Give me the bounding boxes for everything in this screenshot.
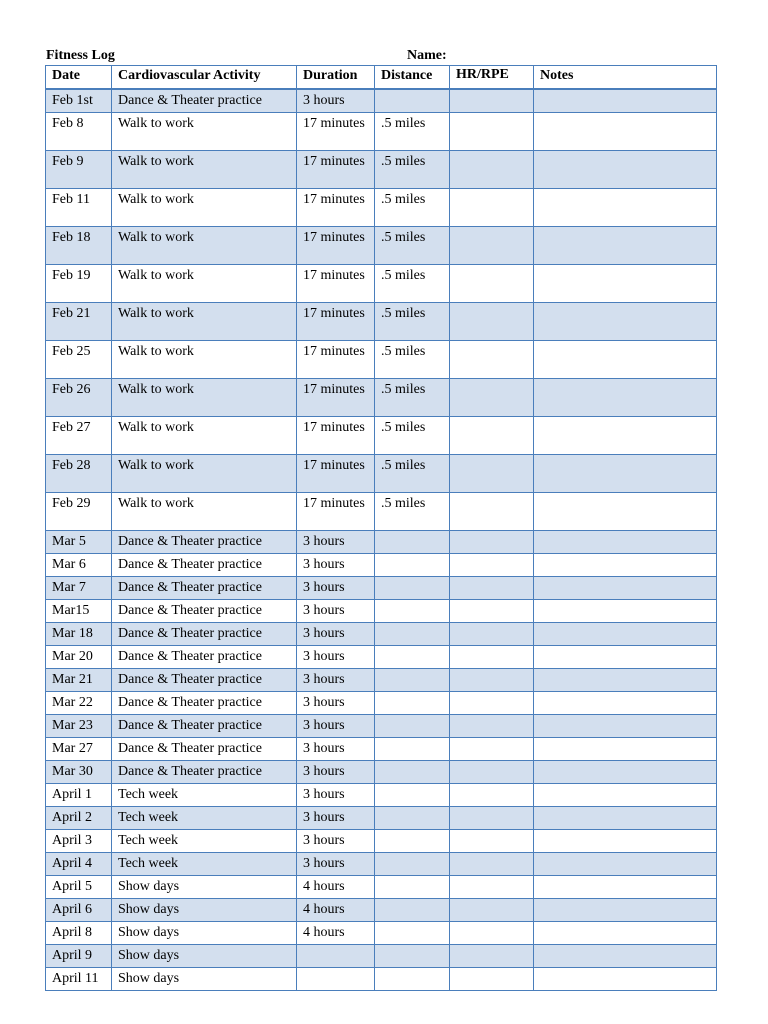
document-header (46, 47, 716, 65)
cell-activity: Dance & Theater practice (112, 715, 297, 738)
table-row (46, 89, 717, 113)
cell-date: Feb 1st (46, 89, 112, 113)
cell-notes (534, 151, 717, 189)
column-header-date: Date (46, 66, 112, 90)
cell-activity: Walk to work (112, 113, 297, 151)
cell-activity: Dance & Theater practice (112, 623, 297, 646)
cell-date: April 2 (46, 807, 112, 830)
cell-activity: Dance & Theater practice (112, 554, 297, 577)
cell-hr-rpe (450, 493, 534, 531)
cell-distance (375, 784, 450, 807)
cell-notes (534, 692, 717, 715)
cell-date: Mar 6 (46, 554, 112, 577)
table-row (46, 600, 717, 623)
cell-date: April 11 (46, 968, 112, 991)
table-row (46, 876, 717, 899)
cell-duration: 3 hours (297, 692, 375, 715)
cell-notes (534, 341, 717, 379)
cell-hr-rpe (450, 761, 534, 784)
cell-notes (534, 715, 717, 738)
cell-duration: 17 minutes (297, 189, 375, 227)
cell-notes (534, 807, 717, 830)
cell-hr-rpe (450, 577, 534, 600)
table-row (46, 455, 717, 493)
column-header-distance: Distance (375, 66, 450, 90)
cell-distance (375, 577, 450, 600)
table-row (46, 493, 717, 531)
cell-notes (534, 646, 717, 669)
cell-distance: .5 miles (375, 303, 450, 341)
cell-date: Mar 7 (46, 577, 112, 600)
cell-distance: .5 miles (375, 189, 450, 227)
cell-hr-rpe (450, 554, 534, 577)
cell-duration: 17 minutes (297, 113, 375, 151)
cell-hr-rpe (450, 692, 534, 715)
cell-activity: Dance & Theater practice (112, 761, 297, 784)
cell-date: Mar 22 (46, 692, 112, 715)
cell-duration: 17 minutes (297, 379, 375, 417)
table-row (46, 227, 717, 265)
cell-activity: Show days (112, 945, 297, 968)
table-row (46, 761, 717, 784)
cell-hr-rpe (450, 189, 534, 227)
cell-date: Mar 5 (46, 531, 112, 554)
cell-duration (297, 945, 375, 968)
table-row (46, 379, 717, 417)
cell-distance (375, 853, 450, 876)
cell-duration: 17 minutes (297, 417, 375, 455)
cell-notes (534, 738, 717, 761)
cell-activity: Walk to work (112, 493, 297, 531)
table-row (46, 669, 717, 692)
cell-distance: .5 miles (375, 455, 450, 493)
cell-duration: 3 hours (297, 853, 375, 876)
cell-notes (534, 830, 717, 853)
cell-notes (534, 945, 717, 968)
table-row (46, 784, 717, 807)
cell-notes (534, 600, 717, 623)
cell-duration: 17 minutes (297, 227, 375, 265)
table-row (46, 692, 717, 715)
table-row (46, 417, 717, 455)
cell-distance (375, 807, 450, 830)
cell-hr-rpe (450, 151, 534, 189)
cell-activity: Show days (112, 968, 297, 991)
cell-activity: Show days (112, 876, 297, 899)
cell-duration (297, 968, 375, 991)
cell-distance (375, 89, 450, 113)
cell-date: Mar 23 (46, 715, 112, 738)
table-row (46, 189, 717, 227)
cell-duration: 3 hours (297, 738, 375, 761)
cell-hr-rpe (450, 807, 534, 830)
cell-distance (375, 669, 450, 692)
column-header-notes: Notes (534, 66, 717, 90)
table-header-row (46, 66, 717, 90)
cell-activity: Tech week (112, 807, 297, 830)
cell-date: Mar15 (46, 600, 112, 623)
cell-date: Feb 18 (46, 227, 112, 265)
cell-activity: Dance & Theater practice (112, 531, 297, 554)
cell-distance (375, 623, 450, 646)
cell-date: Feb 11 (46, 189, 112, 227)
table-row (46, 922, 717, 945)
cell-date: Feb 29 (46, 493, 112, 531)
cell-notes (534, 554, 717, 577)
cell-notes (534, 227, 717, 265)
cell-date: Feb 9 (46, 151, 112, 189)
cell-activity: Dance & Theater practice (112, 646, 297, 669)
cell-distance (375, 830, 450, 853)
cell-hr-rpe (450, 876, 534, 899)
cell-date: Mar 21 (46, 669, 112, 692)
table-row (46, 807, 717, 830)
cell-notes (534, 379, 717, 417)
cell-activity: Dance & Theater practice (112, 577, 297, 600)
table-row (46, 715, 717, 738)
cell-activity: Show days (112, 922, 297, 945)
table-row (46, 623, 717, 646)
cell-activity: Walk to work (112, 341, 297, 379)
cell-activity: Walk to work (112, 455, 297, 493)
table-row (46, 265, 717, 303)
cell-notes (534, 761, 717, 784)
column-header-activity: Cardiovascular Activity (112, 66, 297, 90)
cell-hr-rpe (450, 379, 534, 417)
cell-hr-rpe (450, 899, 534, 922)
cell-date: April 9 (46, 945, 112, 968)
table-row (46, 899, 717, 922)
cell-distance (375, 715, 450, 738)
cell-notes (534, 899, 717, 922)
cell-activity: Dance & Theater practice (112, 692, 297, 715)
cell-duration: 3 hours (297, 761, 375, 784)
cell-notes (534, 669, 717, 692)
cell-hr-rpe (450, 113, 534, 151)
cell-distance (375, 761, 450, 784)
cell-hr-rpe (450, 303, 534, 341)
cell-activity: Dance & Theater practice (112, 600, 297, 623)
cell-hr-rpe (450, 600, 534, 623)
cell-activity: Walk to work (112, 379, 297, 417)
cell-distance: .5 miles (375, 113, 450, 151)
cell-duration: 3 hours (297, 89, 375, 113)
cell-notes (534, 455, 717, 493)
table-row (46, 531, 717, 554)
cell-distance (375, 876, 450, 899)
cell-activity: Walk to work (112, 151, 297, 189)
cell-distance: .5 miles (375, 379, 450, 417)
cell-notes (534, 853, 717, 876)
cell-distance (375, 646, 450, 669)
cell-duration: 3 hours (297, 646, 375, 669)
cell-hr-rpe (450, 455, 534, 493)
cell-date: Feb 21 (46, 303, 112, 341)
cell-hr-rpe (450, 784, 534, 807)
cell-activity: Walk to work (112, 189, 297, 227)
cell-date: April 4 (46, 853, 112, 876)
cell-hr-rpe (450, 669, 534, 692)
cell-duration: 3 hours (297, 715, 375, 738)
cell-duration: 17 minutes (297, 455, 375, 493)
cell-notes (534, 493, 717, 531)
cell-date: Feb 28 (46, 455, 112, 493)
cell-distance: .5 miles (375, 417, 450, 455)
cell-activity: Dance & Theater practice (112, 669, 297, 692)
cell-distance: .5 miles (375, 227, 450, 265)
cell-duration: 3 hours (297, 830, 375, 853)
cell-hr-rpe (450, 531, 534, 554)
cell-date: Mar 27 (46, 738, 112, 761)
cell-date: Mar 20 (46, 646, 112, 669)
cell-distance (375, 600, 450, 623)
cell-duration: 17 minutes (297, 303, 375, 341)
cell-hr-rpe (450, 830, 534, 853)
cell-hr-rpe (450, 265, 534, 303)
cell-distance (375, 945, 450, 968)
cell-distance: .5 miles (375, 265, 450, 303)
cell-distance: .5 miles (375, 151, 450, 189)
table-row (46, 853, 717, 876)
cell-notes (534, 303, 717, 341)
cell-notes (534, 876, 717, 899)
cell-activity: Dance & Theater practice (112, 89, 297, 113)
cell-distance (375, 899, 450, 922)
cell-distance (375, 968, 450, 991)
cell-duration: 3 hours (297, 807, 375, 830)
cell-date: April 5 (46, 876, 112, 899)
cell-date: Feb 8 (46, 113, 112, 151)
cell-date: Feb 19 (46, 265, 112, 303)
cell-notes (534, 784, 717, 807)
cell-duration: 3 hours (297, 669, 375, 692)
cell-duration: 3 hours (297, 577, 375, 600)
cell-notes (534, 968, 717, 991)
cell-hr-rpe (450, 623, 534, 646)
table-row (46, 554, 717, 577)
cell-activity: Tech week (112, 784, 297, 807)
cell-activity: Walk to work (112, 303, 297, 341)
cell-notes (534, 623, 717, 646)
cell-hr-rpe (450, 945, 534, 968)
cell-hr-rpe (450, 715, 534, 738)
table-row (46, 646, 717, 669)
cell-distance (375, 531, 450, 554)
cell-duration: 17 minutes (297, 341, 375, 379)
cell-duration: 4 hours (297, 899, 375, 922)
cell-hr-rpe (450, 227, 534, 265)
cell-notes (534, 89, 717, 113)
table-row (46, 341, 717, 379)
cell-hr-rpe (450, 968, 534, 991)
cell-activity: Dance & Theater practice (112, 738, 297, 761)
cell-hr-rpe (450, 417, 534, 455)
cell-duration: 17 minutes (297, 493, 375, 531)
cell-duration: 17 minutes (297, 265, 375, 303)
cell-hr-rpe (450, 738, 534, 761)
cell-distance (375, 692, 450, 715)
cell-date: April 6 (46, 899, 112, 922)
cell-notes (534, 922, 717, 945)
cell-duration: 3 hours (297, 600, 375, 623)
table-row (46, 303, 717, 341)
cell-notes (534, 531, 717, 554)
cell-date: April 1 (46, 784, 112, 807)
cell-hr-rpe (450, 89, 534, 113)
cell-notes (534, 189, 717, 227)
cell-date: Feb 26 (46, 379, 112, 417)
cell-hr-rpe (450, 646, 534, 669)
name-label: Name: (407, 48, 447, 63)
cell-activity: Show days (112, 899, 297, 922)
cell-duration: 3 hours (297, 784, 375, 807)
cell-notes (534, 417, 717, 455)
cell-distance: .5 miles (375, 341, 450, 379)
table-row (46, 151, 717, 189)
table-row (46, 738, 717, 761)
table-body (46, 89, 717, 991)
cell-hr-rpe (450, 853, 534, 876)
cell-activity: Walk to work (112, 227, 297, 265)
cell-distance (375, 554, 450, 577)
cell-duration: 4 hours (297, 876, 375, 899)
cell-activity: Tech week (112, 830, 297, 853)
cell-distance (375, 738, 450, 761)
cell-duration: 3 hours (297, 531, 375, 554)
cell-activity: Walk to work (112, 417, 297, 455)
cell-notes (534, 577, 717, 600)
cell-date: Feb 27 (46, 417, 112, 455)
column-header-duration: Duration (297, 66, 375, 90)
cell-hr-rpe (450, 922, 534, 945)
table-row (46, 113, 717, 151)
column-header-hr-rpe: HR/RPE (450, 66, 534, 90)
table-row (46, 577, 717, 600)
cell-date: Mar 18 (46, 623, 112, 646)
cell-duration: 4 hours (297, 922, 375, 945)
table-row (46, 945, 717, 968)
cell-notes (534, 113, 717, 151)
cell-date: April 8 (46, 922, 112, 945)
document-title: Fitness Log (46, 48, 115, 63)
cell-date: April 3 (46, 830, 112, 853)
cell-date: Feb 25 (46, 341, 112, 379)
cell-distance: .5 miles (375, 493, 450, 531)
cell-date: Mar 30 (46, 761, 112, 784)
cell-duration: 3 hours (297, 623, 375, 646)
cell-activity: Walk to work (112, 265, 297, 303)
fitness-log-table (45, 65, 717, 991)
cell-distance (375, 922, 450, 945)
cell-notes (534, 265, 717, 303)
table-row (46, 830, 717, 853)
cell-activity: Tech week (112, 853, 297, 876)
table-row (46, 968, 717, 991)
cell-duration: 3 hours (297, 554, 375, 577)
cell-duration: 17 minutes (297, 151, 375, 189)
cell-hr-rpe (450, 341, 534, 379)
